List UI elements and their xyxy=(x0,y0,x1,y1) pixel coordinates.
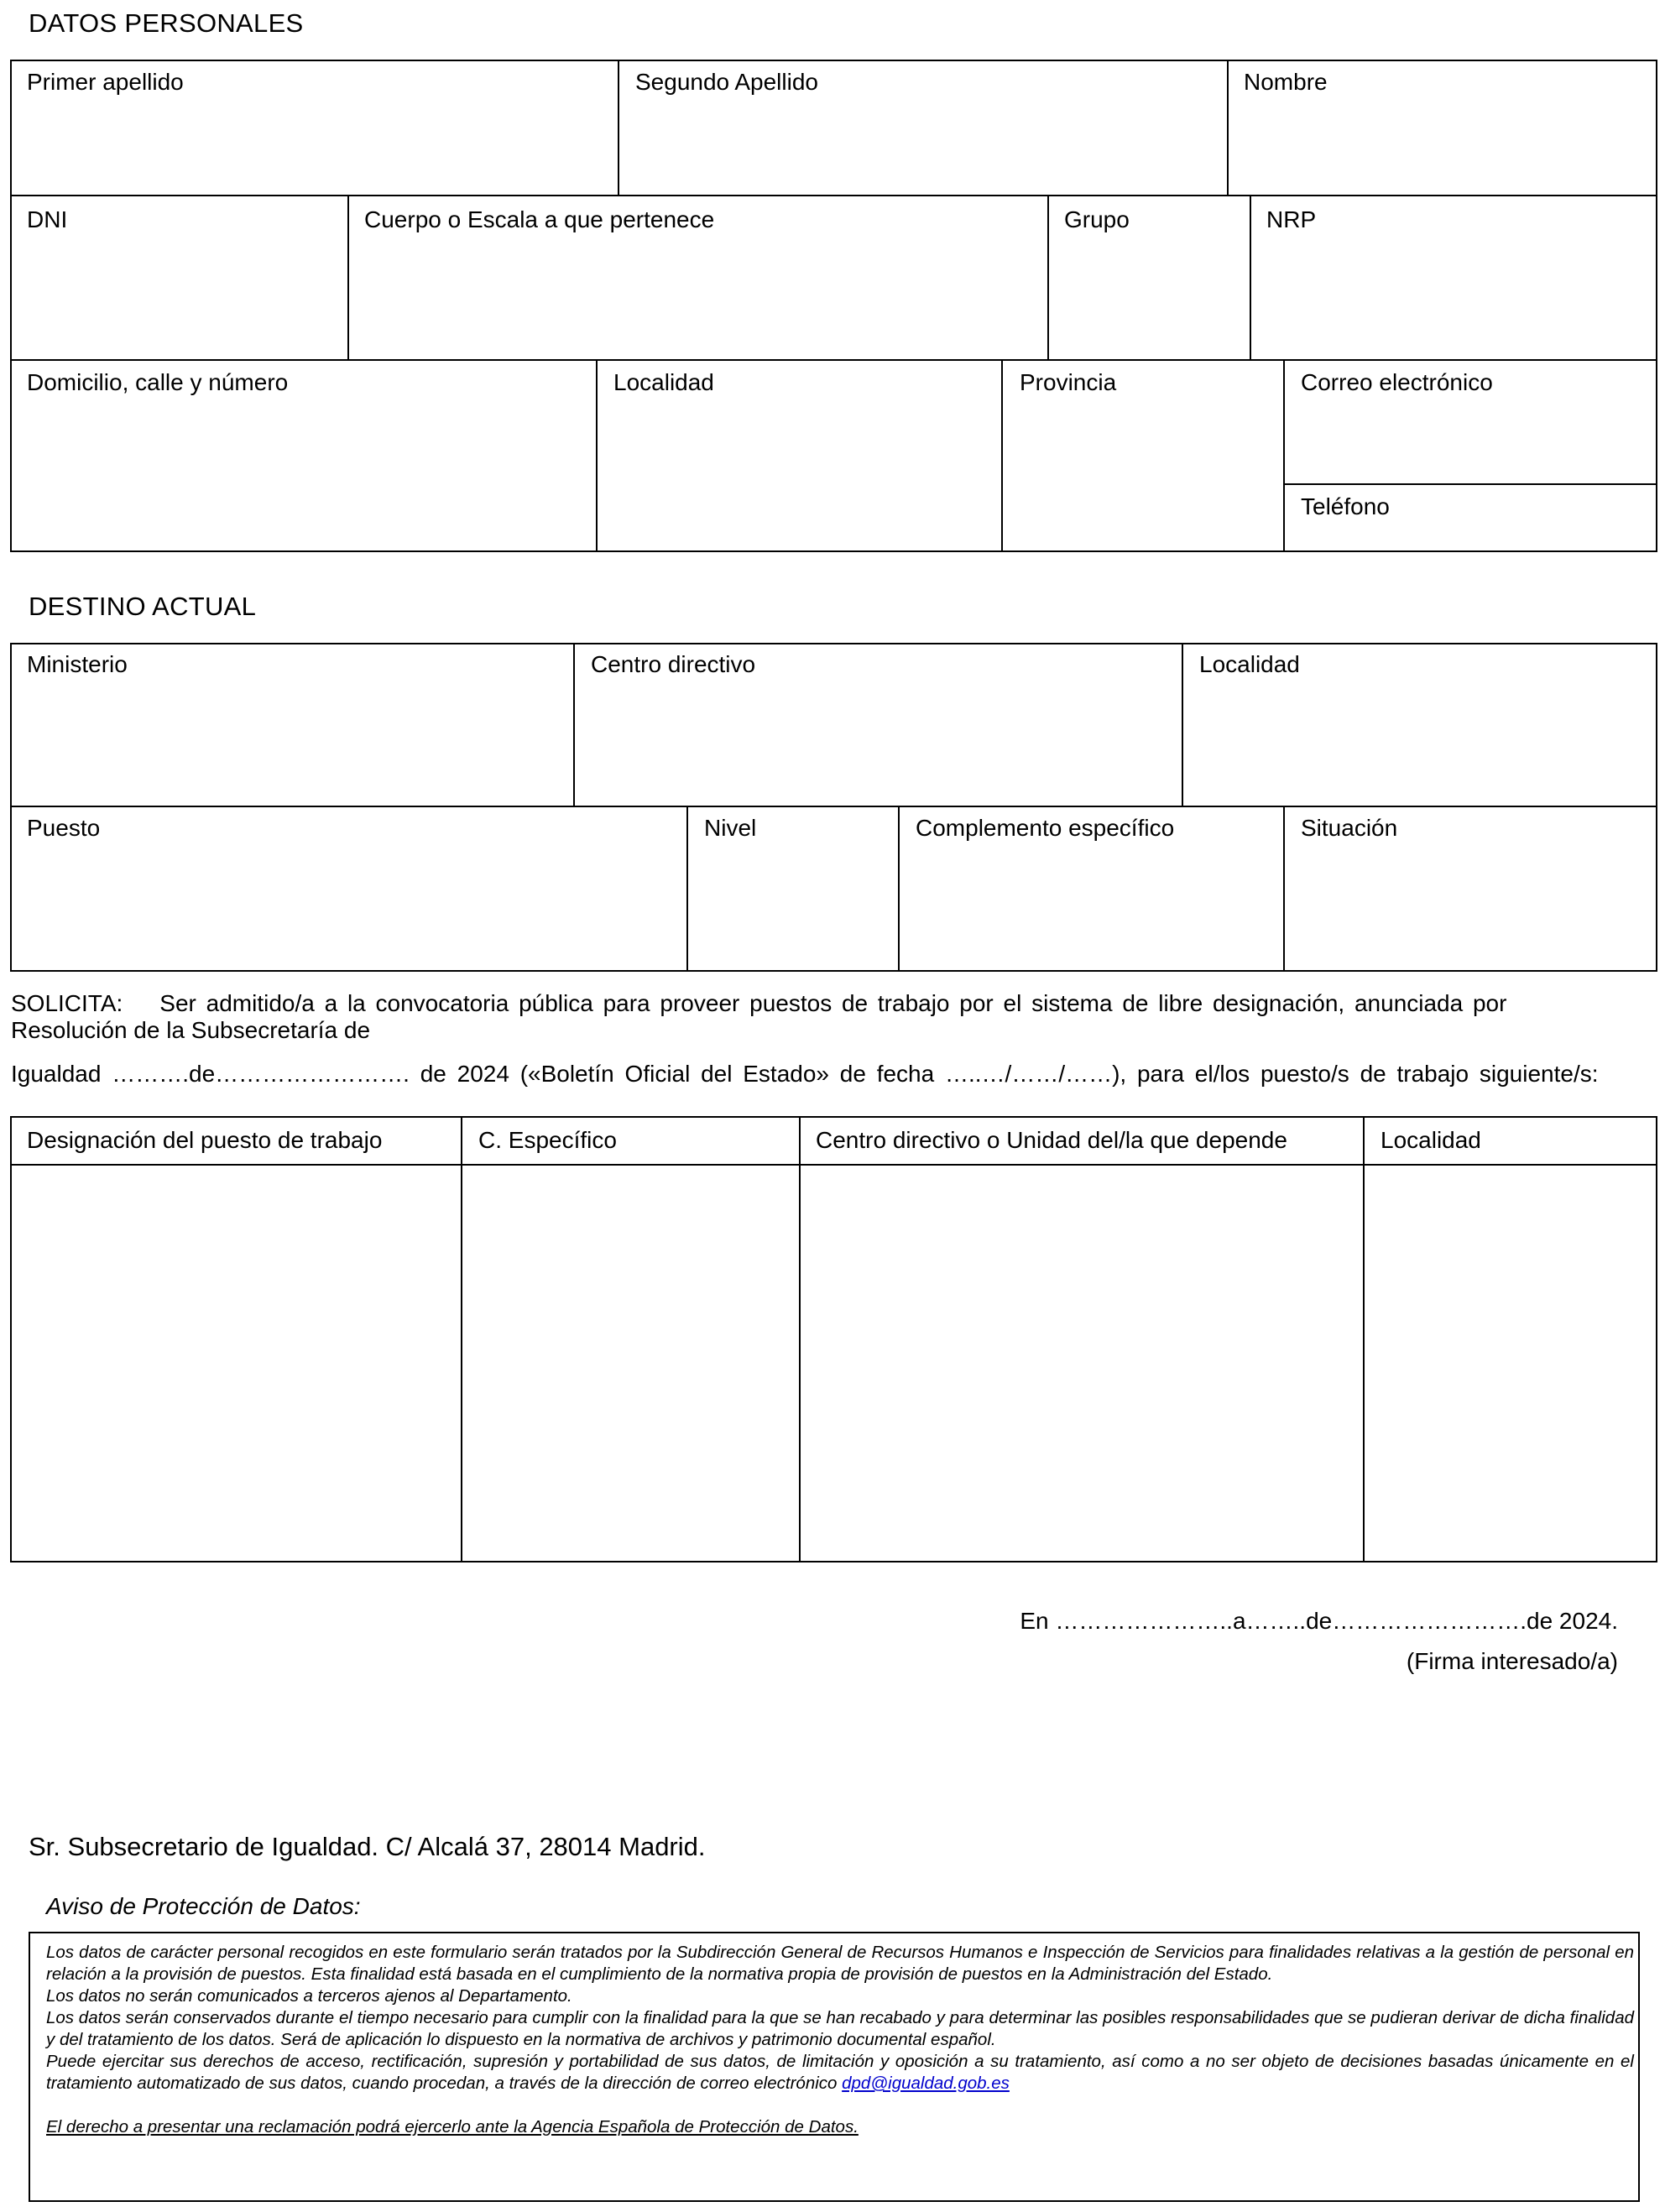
field-nrp[interactable]: NRP xyxy=(1266,206,1317,232)
field-ministerio[interactable]: Ministerio xyxy=(27,651,128,677)
col-divider xyxy=(1250,195,1251,360)
field-telefono[interactable]: Teléfono xyxy=(1301,493,1390,519)
table-header-designacion: Designación del puesto de trabajo xyxy=(27,1127,383,1153)
col-divider xyxy=(1182,643,1183,806)
solicita-text-continued: Resolución de la Subsecretaría de xyxy=(11,1017,371,1043)
datos-personales-table xyxy=(10,60,1657,552)
col-divider xyxy=(1047,195,1049,360)
field-grupo[interactable]: Grupo xyxy=(1064,206,1130,232)
solicita-label: SOLICITA: xyxy=(11,990,123,1016)
fecha-firma-line: En …………………..a……..de…………………….de 2024. xyxy=(1020,1608,1618,1634)
col-divider xyxy=(1283,359,1285,552)
aviso-paragraph-1: Los datos de carácter personal recogidos en este formulario serán tratados por la Subdirección General de Recursos Humanos e Inspección de Servicios para finalidades relativas a la gestión de personal en relación a la provisión de puestos. Esta finalidad está basada en el cumplimiento de la normativa propia de provisión de puestos en la Administración del Estado. xyxy=(46,1943,1634,1984)
field-primer-apellido[interactable]: Primer apellido xyxy=(27,69,184,95)
field-localidad[interactable]: Localidad xyxy=(613,369,714,395)
col-divider xyxy=(1001,359,1003,552)
field-complemento-especifico[interactable]: Complemento específico xyxy=(916,815,1175,841)
aviso-paragraph-3: Los datos serán conservados durante el tiempo necesario para cumplir con la finalidad para la que se han recabado y para determinar las posibles responsabilidades que se pudieran derivar de dicha finalidad y del tratamiento de los datos. Será de aplicación lo dispuesto en la normativa de archivos y patrimonio documental español. xyxy=(46,2008,1634,2049)
row-divider xyxy=(1284,483,1657,485)
cell-centro-directivo-input[interactable] xyxy=(801,1166,1363,1561)
firma-interesado-label: (Firma interesado/a) xyxy=(1406,1648,1618,1674)
aviso-paragraph-4 xyxy=(46,2051,1634,2095)
field-localidad-destino[interactable]: Localidad xyxy=(1199,651,1300,677)
aviso-paragraph-2: Los datos no serán comunicados a terceros ajenos al Departamento. xyxy=(46,1986,572,2006)
col-divider xyxy=(1227,60,1229,196)
section-title-destino-actual: DESTINO ACTUAL xyxy=(29,592,257,621)
aviso-derechos-text: Puede ejercitar sus derechos de acceso, rectificación, supresión y portabilidad de sus datos, de limitación y oposición a su tratamiento, así como a no ser objeto de decisiones basadas únicamente en el tratamiento automatizado de sus datos, cuando procedan, a través de la dirección de correo electrónico xyxy=(46,2052,1634,2093)
table-header-c-especifico: C. Específico xyxy=(478,1127,617,1153)
row-divider xyxy=(10,195,1657,196)
col-divider xyxy=(898,806,900,972)
section-title-datos-personales: DATOS PERSONALES xyxy=(29,8,304,38)
cell-c-especifico-input[interactable] xyxy=(462,1166,799,1561)
col-divider xyxy=(686,806,688,972)
table-header-localidad: Localidad xyxy=(1381,1127,1481,1153)
row-divider xyxy=(10,359,1657,361)
col-divider xyxy=(618,60,619,196)
email-link[interactable]: dpd@igualdad.gob.es xyxy=(842,2074,1010,2093)
table-header-centro-directivo: Centro directivo o Unidad del/la que depende xyxy=(816,1127,1287,1153)
row-divider xyxy=(10,806,1657,807)
col-divider xyxy=(596,359,598,552)
col-divider xyxy=(347,195,349,360)
field-dni[interactable]: DNI xyxy=(27,206,68,232)
destinatario: Sr. Subsecretario de Igualdad. C/ Alcalá 37, 28014 Madrid. xyxy=(29,1832,706,1861)
solicita-convocatoria-line: Igualdad ……….de……………………. de 2024 («Boletín Oficial del Estado» de fecha …..…/……/……), para el/los puesto/s de trabajo siguiente/s: xyxy=(11,1061,1599,1087)
field-nombre[interactable]: Nombre xyxy=(1244,69,1328,95)
field-segundo-apellido[interactable]: Segundo Apellido xyxy=(635,69,818,95)
field-cuerpo-escala[interactable]: Cuerpo o Escala a que pertenece xyxy=(364,206,715,232)
aviso-reclamacion: El derecho a presentar una reclamación podrá ejercerlo ante la Agencia Española de Protección de Datos. xyxy=(46,2117,859,2136)
col-divider xyxy=(573,643,575,806)
field-centro-directivo[interactable]: Centro directivo xyxy=(591,651,756,677)
cell-localidad-input[interactable] xyxy=(1365,1166,1656,1561)
solicita-text: Ser admitido/a a la convocatoria pública para proveer puestos de trabajo por el sistema de libre designación, anunciada por xyxy=(159,990,1507,1016)
field-domicilio[interactable]: Domicilio, calle y número xyxy=(27,369,289,395)
field-provincia[interactable]: Provincia xyxy=(1020,369,1117,395)
col-divider xyxy=(1283,806,1285,972)
destino-actual-table xyxy=(10,643,1657,972)
solicita-paragraph xyxy=(11,990,1657,1017)
field-puesto[interactable]: Puesto xyxy=(27,815,101,841)
field-correo-electronico[interactable]: Correo electrónico xyxy=(1301,369,1493,395)
cell-designacion-input[interactable] xyxy=(12,1166,461,1561)
field-situacion[interactable]: Situación xyxy=(1301,815,1398,841)
field-nivel[interactable]: Nivel xyxy=(704,815,757,841)
aviso-title: Aviso de Protección de Datos: xyxy=(46,1893,361,1919)
